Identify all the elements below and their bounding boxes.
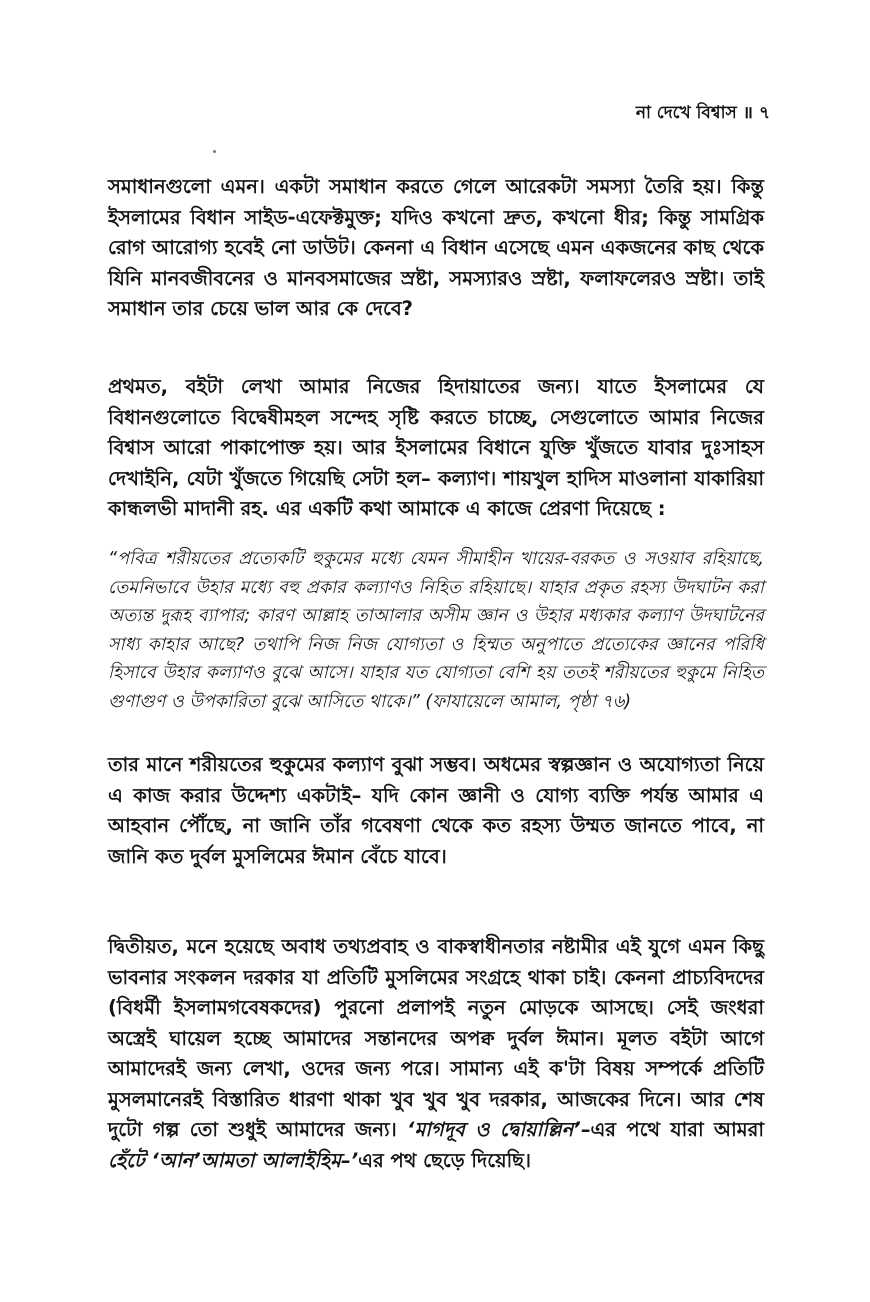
paragraph-4-italic-phrase-2: হেঁটে ‘আন’আমতা আলাইহিম–’ (108, 1148, 359, 1172)
header-separator: ॥ (742, 103, 753, 123)
paragraph-4-italic-phrase-1: ‘মাগদূব ও দ্বোয়াল্লিন’ (407, 1118, 581, 1141)
paragraph-4-text: দ্বিতীয়ত, মনে হয়েছে অবাধ তথ্যপ্রবাহ ও বাকস্বাধীনতার নষ্টামীর এই যুগে এমন কিছু ভাবনার সংকলন দরকার যা প্রতিটি মুসলিমের সংগ্রহে থাকা চাই। কেননা প্রাচ্যবিদদের (বিধর্মী ইসলামগবেষকদের) পুরনো প্রলাপই নতুন মোড়কে আসছে। সেই জংধরা অস্ত্রেই ঘায়েল হচ্ছে আমাদের সন্তানদের অপক্ব দুর্বল ঈমান। মূলত বইটা আগে আমাদেরই জন্য লেখা, ওদের জন্য পরে। সামান্য এই ক'টা বিষয় সম্পর্কে প্রতিটি মুসলমানেরই বিস্তারিত ধারণা থাকা খুব খুব খুব দরকার, আজকের দিনে। আর শেষ দুটো গল্প তো শুধুই আমাদের জন্য। (108, 935, 764, 1141)
print-speck (213, 150, 216, 153)
paragraph-4 (108, 932, 764, 1176)
paragraph-4-text-end: এর পথ ছেড়ে দিয়েছি। (358, 1148, 531, 1172)
page-number: ৭ (758, 103, 770, 123)
block-quote: “পবিত্র শরীয়তের প্রত্যেকটি হুকুমের মধ্যে যেমন সীমাহীন খায়ের-বরকত ও সওয়াব রহিয়াছে, তেমনিভাবে উহার মধ্যে বহু প্রকার কল্যাণও নিহিত রহিয়াছে। যাহার প্রকৃত রহস্য উদঘাটন করা অত্যন্ত দুরূহ ব্যাপার; কারণ আল্লাহ তাআলার অসীম জ্ঞান ও উহার মধ্যকার কল্যাণ উদঘাটনের সাধ্য কাহার আছে? তথাপি নিজ নিজ যোগ্যতা ও হিম্মত অনুপাতে প্রত্যেকের জ্ঞানের পরিধি হিসাবে উহার কল্যাণও বুঝে আসে। যাহার যত যোগ্যতা বেশি হয় ততই শরীয়তের হুকুমে নিহিত গুণাগুণ ও উপকারিতা বুঝে আসিতে থাকে।” (ফাযায়েলে আমাল, পৃষ্ঠা ৭৬) (108, 549, 764, 712)
paragraph-2: প্রথমত, বইটা লেখা আমার নিজের হিদায়াতের জন্য। যাতে ইসলামের যে বিধানগুলোতে বিদ্বেষীমহল সন্দেহ সৃষ্টি করতে চাচ্ছে, সেগুলোতে আমার নিজের বিশ্বাস আরো পাকাপোক্ত হয়। আর ইসলামের বিধানে যুক্তি খুঁজতে যাবার দুঃসাহস দেখাইনি, যেটা খুঁজতে গিয়েছি সেটা হল– কল্যাণ। শায়খুল হাদিস মাওলানা যাকারিয়া কান্ধলভী মাদানী রহ. এর একটি কথা আমাকে এ কাজে প্রেরণা দিয়েছে : (108, 375, 764, 520)
paragraph-4-text-mid: –এর পথে যারা আমরা (580, 1118, 765, 1141)
book-title: না দেখে বিশ্বাস (635, 103, 737, 123)
paragraph-1: সমাধানগুলো এমন। একটা সমাধান করতে গেলে আরেকটা সমস্যা তৈরি হয়। কিন্তু ইসলামের বিধান সাইড-এফেক্টমুক্ত; যদিও কখনো দ্রুত, কখনো ধীর; কিন্তু সামগ্রিক রোগ আরোগ্য হবেই নো ডাউট। কেননা এ বিধান এসেছে এমন একজনের কাছ থেকে যিনি মানবজীবনের ও মানবসমাজের স্রষ্টা, সমস্যারও স্রষ্টা, ফলাফলেরও স্রষ্টা। তাই সমাধান তার চেয়ে ভাল আর কে দেবে? (108, 175, 764, 320)
running-header (636, 100, 770, 128)
paragraph-3: তার মানে শরীয়তের হুকুমের কল্যাণ বুঝা সম্ভব। অধমের স্বল্পজ্ঞান ও অযোগ্যতা নিয়ে এ কাজ করার উদ্দেশ্য একটাই– যদি কোন জ্ঞানী ও যোগ্য ব্যক্তি পর্যন্ত আমার এ আহবান পৌঁছে, না জানি তাঁর গবেষণা থেকে কত রহস্য উম্মত জানতে পাবে, না জানি কত দুর্বল মুসলিমের ঈমান বেঁচে যাবে। (108, 753, 764, 868)
